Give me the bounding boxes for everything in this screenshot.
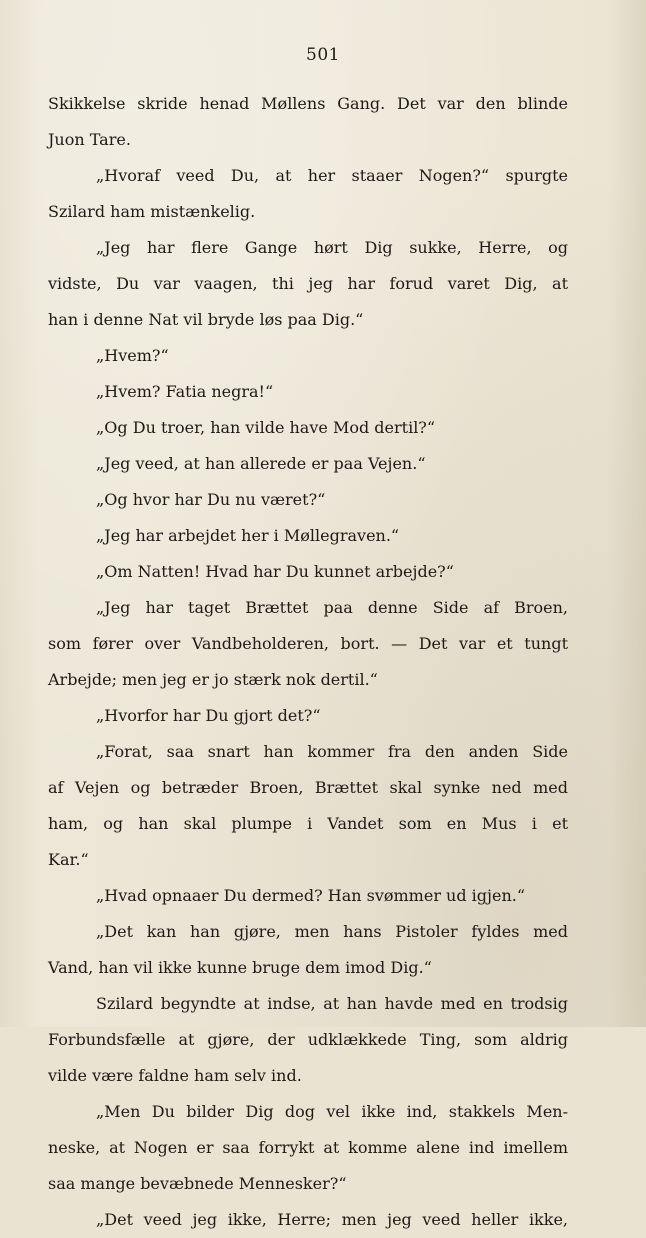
text-line: neske, at Nogen er saa forrykt at komme alene ind imellem bbox=[48, 1138, 568, 1157]
text-line: Vand, han vil ikke kunne bruge dem imod Dig.“ bbox=[48, 958, 432, 977]
text-line: „Forat, saa snart han kommer fra den anden Side bbox=[96, 742, 568, 761]
text-line: „Jeg har flere Gange hørt Dig sukke, Herre, og bbox=[96, 238, 568, 257]
text-line: „Hvoraf veed Du, at her staaer Nogen?“ spurgte bbox=[96, 166, 568, 185]
text-line: Arbejde; men jeg er jo stærk nok dertil.“ bbox=[48, 670, 378, 689]
text-line: „Om Natten! Hvad har Du kunnet arbejde?“ bbox=[96, 562, 454, 581]
text-line: Juon Tare. bbox=[48, 130, 131, 149]
text-line: Szilard begyndte at indse, at han havde med en trodsig bbox=[96, 994, 568, 1013]
text-line: „Det kan han gjøre, men hans Pistoler fyldes med bbox=[96, 922, 568, 941]
text-line: ham, og han skal plumpe i Vandet som en Mus i et bbox=[48, 814, 568, 833]
text-line: „Det veed jeg ikke, Herre; men jeg veed heller ikke, bbox=[96, 1210, 568, 1229]
text-line: han i denne Nat vil bryde løs paa Dig.“ bbox=[48, 310, 364, 329]
text-line: „Og hvor har Du nu været?“ bbox=[96, 490, 326, 509]
text-line: „Men Du bilder Dig dog vel ikke ind, stakkels Men- bbox=[96, 1102, 568, 1121]
text-line: vidste, Du var vaagen, thi jeg har forud varet Dig, at bbox=[48, 274, 568, 293]
text-line: „Jeg veed, at han allerede er paa Vejen.“ bbox=[96, 454, 426, 473]
text-line: „Jeg har taget Brættet paa denne Side af Broen, bbox=[96, 598, 568, 617]
text-line: Skikkelse skride henad Møllens Gang. Det var den blinde bbox=[48, 94, 568, 113]
text-line: saa mange bevæbnede Mennesker?“ bbox=[48, 1174, 347, 1193]
text-line: „Hvorfor har Du gjort det?“ bbox=[96, 706, 321, 725]
page-number: 501 bbox=[306, 45, 340, 65]
body-text bbox=[48, 86, 568, 1238]
text-line: „Og Du troer, han vilde have Mod dertil?“ bbox=[96, 418, 436, 437]
text-line: af Vejen og betræder Broen, Brættet skal synke ned med bbox=[48, 778, 568, 797]
text-line: Szilard ham mistænkelig. bbox=[48, 202, 256, 221]
text-line: „Hvem?“ bbox=[96, 346, 169, 365]
text-line: Forbundsfælle at gjøre, der udklækkede Ting, som aldrig bbox=[48, 1030, 568, 1049]
text-line: „Hvad opnaaer Du dermed? Han svømmer ud igjen.“ bbox=[96, 886, 526, 905]
text-line: som fører over Vandbeholderen, bort. — Det var et tungt bbox=[48, 634, 568, 653]
text-line: vilde være faldne ham selv ind. bbox=[48, 1066, 302, 1085]
text-line: „Jeg har arbejdet her i Møllegraven.“ bbox=[96, 526, 400, 545]
text-line: Kar.“ bbox=[48, 850, 89, 869]
text-line: „Hvem? Fatia negra!“ bbox=[96, 382, 274, 401]
